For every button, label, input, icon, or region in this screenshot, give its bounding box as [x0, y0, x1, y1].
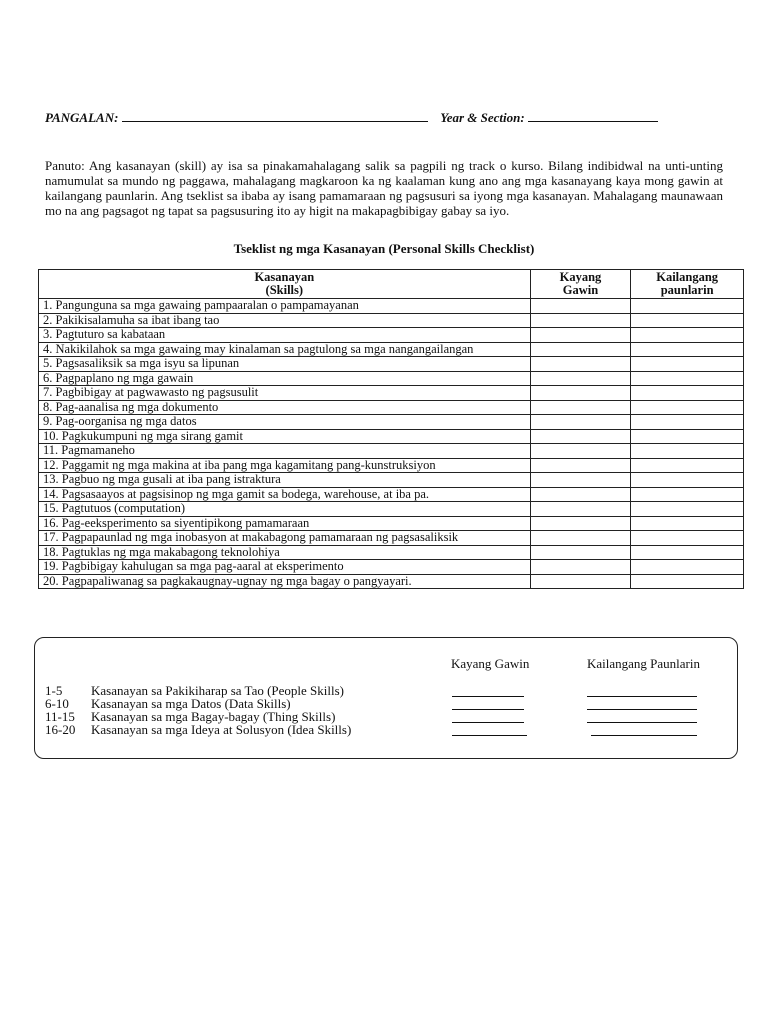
improve-score-field[interactable]: [591, 735, 697, 736]
table-row: [39, 371, 744, 386]
skill-label: 10. Pagkukumpuni ng mga sirang gamit: [39, 429, 531, 444]
skills-header-line1: Kasanayan: [254, 270, 315, 284]
can-do-check-cell[interactable]: [530, 429, 631, 444]
skill-label: 15. Pagtutuos (computation): [39, 502, 531, 517]
can-do-header-line2: Gawin: [562, 283, 599, 297]
can-do-header-line1: Kayang: [559, 270, 602, 284]
can-do-check-cell[interactable]: [530, 473, 631, 488]
table-header-row: [39, 270, 744, 299]
table-row: [39, 342, 744, 357]
skill-label: 6. Pagpaplano ng mga gawain: [39, 371, 531, 386]
table-row: [39, 328, 744, 343]
summary-range: 11-15: [45, 709, 75, 724]
improve-check-cell[interactable]: [631, 531, 744, 546]
table-row: [39, 458, 744, 473]
skill-label: 1. Pangunguna sa mga gawaing pampaaralan o pampamayanan: [39, 299, 531, 314]
skill-label: 16. Pag-eeksperimento sa siyentipikong pamamaraan: [39, 516, 531, 531]
table-row: [39, 415, 744, 430]
can-do-check-cell[interactable]: [530, 574, 631, 589]
improve-check-cell[interactable]: [631, 487, 744, 502]
skill-label: 14. Pagsasaayos at pagsisinop ng mga gamit sa bodega, warehouse, at iba pa.: [39, 487, 531, 502]
year-section-label: Year & Section:: [440, 110, 525, 125]
table-row: [39, 531, 744, 546]
skill-label: 19. Pagbibigay kahulugan sa mga pag-aaral at eksperimento: [39, 560, 531, 575]
can-do-check-cell[interactable]: [530, 502, 631, 517]
can-do-check-cell[interactable]: [530, 357, 631, 372]
skill-label: 7. Pagbibigay at pagwawasto ng pagsusulit: [39, 386, 531, 401]
can-do-check-cell[interactable]: [530, 516, 631, 531]
can-do-check-cell[interactable]: [530, 444, 631, 459]
skill-label: 17. Pagpapaunlad ng mga inobasyon at makabagong pamamaraan ng pagsasaliksik: [39, 531, 531, 546]
table-row: [39, 545, 744, 560]
improve-check-cell[interactable]: [631, 299, 744, 314]
can-do-check-cell[interactable]: [530, 386, 631, 401]
can-do-check-cell[interactable]: [530, 400, 631, 415]
can-do-check-cell[interactable]: [530, 328, 631, 343]
improve-check-cell[interactable]: [631, 313, 744, 328]
improve-check-cell[interactable]: [631, 545, 744, 560]
table-row: [39, 560, 744, 575]
name-label: PANGALAN:: [45, 110, 119, 125]
skill-label: 9. Pag-oorganisa ng mga datos: [39, 415, 531, 430]
summary-can-do-header: Kayang Gawin: [451, 656, 530, 671]
improve-check-cell[interactable]: [631, 386, 744, 401]
summary-box: [34, 637, 738, 759]
improve-check-cell[interactable]: [631, 429, 744, 444]
checklist-title: Tseklist ng mga Kasanayan (Personal Skills Checklist): [233, 241, 535, 256]
improve-check-cell[interactable]: [631, 574, 744, 589]
improve-check-cell[interactable]: [631, 415, 744, 430]
summary-label: Kasanayan sa mga Ideya at Solusyon (Idea Skills): [91, 722, 352, 737]
skill-label: 8. Pag-aanalisa ng mga dokumento: [39, 400, 531, 415]
skill-label: 20. Pagpapaliwanag sa pagkakaugnay-ugnay ng mga bagay o pangyayari.: [39, 574, 531, 589]
skill-label: 11. Pagmamaneho: [39, 444, 531, 459]
improve-check-cell[interactable]: [631, 516, 744, 531]
table-row: [39, 574, 744, 589]
summary-range: 1-5: [45, 683, 63, 698]
can-do-check-cell[interactable]: [530, 313, 631, 328]
table-row: [39, 487, 744, 502]
skills-column-header: [39, 270, 531, 299]
skill-label: 13. Pagbuo ng mga gusali at iba pang istraktura: [39, 473, 531, 488]
can-do-check-cell[interactable]: [530, 531, 631, 546]
summary-label: Kasanayan sa Pakikiharap sa Tao (People Skills): [91, 683, 345, 698]
table-row: [39, 444, 744, 459]
improve-check-cell[interactable]: [631, 342, 744, 357]
can-do-check-cell[interactable]: [530, 560, 631, 575]
improve-check-cell[interactable]: [631, 444, 744, 459]
table-row: [39, 502, 744, 517]
table-row: [39, 429, 744, 444]
instructions-paragraph: Panuto: Ang kasanayan (skill) ay isa sa pinakamahalagang salik sa pagpili ng track o kurso. Bilang indibidwal na unti-unting namumulat sa mundo ng paggawa, mahalagang magkaroon ka ng kaalaman kung ano ang mga kasanayang kaya mong gawin at kailangang paunlarin. Ang tseklist sa ibaba ay isang pamamaraan ng pagsusuri sa iyong mga kasanayan. Mahalagang maunawaan mo na ang pagsagot ng tapat sa pagsusuring ito ay higit na makapagbibigay gabay sa iyo.: [45, 158, 723, 218]
summary-label: Kasanayan sa mga Datos (Data Skills): [91, 696, 291, 711]
improve-check-cell[interactable]: [631, 502, 744, 517]
name-field[interactable]: [122, 111, 428, 122]
improve-check-cell[interactable]: [631, 473, 744, 488]
can-do-check-cell[interactable]: [530, 487, 631, 502]
summary-label: Kasanayan sa mga Bagay-bagay (Thing Skills): [91, 709, 336, 724]
can-do-check-cell[interactable]: [530, 415, 631, 430]
table-row: [39, 357, 744, 372]
improve-check-cell[interactable]: [631, 458, 744, 473]
improve-check-cell[interactable]: [631, 400, 744, 415]
skill-label: 12. Paggamit ng mga makina at iba pang mga kagamitang pang-kunstruksiyon: [39, 458, 531, 473]
improve-header-line2: paunlarin: [660, 283, 714, 297]
improve-check-cell[interactable]: [631, 371, 744, 386]
skills-checklist-table: [38, 269, 744, 589]
improve-column-header: [631, 270, 744, 299]
skills-header-line2: (Skills): [265, 283, 304, 297]
skill-label: 2. Pakikisalamuha sa ibat ibang tao: [39, 313, 531, 328]
skill-label: 18. Pagtuklas ng mga makabagong teknolohiya: [39, 545, 531, 560]
improve-header-line1: Kailangang: [656, 270, 719, 284]
table-row: [39, 400, 744, 415]
can-do-check-cell[interactable]: [530, 342, 631, 357]
summary-range: 6-10: [45, 696, 69, 711]
table-row: [39, 473, 744, 488]
improve-check-cell[interactable]: [631, 357, 744, 372]
table-row: [39, 386, 744, 401]
can-do-column-header: [530, 270, 631, 299]
summary-improve-header: Kailangang Paunlarin: [587, 656, 700, 671]
student-info-line: [45, 110, 725, 126]
improve-check-cell[interactable]: [631, 560, 744, 575]
skill-label: 3. Pagtuturo sa kabataan: [39, 328, 531, 343]
can-do-score-field[interactable]: [452, 735, 527, 736]
year-section-field[interactable]: [528, 111, 658, 122]
improve-check-cell[interactable]: [631, 328, 744, 343]
skill-label: 5. Pagsasaliksik sa mga isyu sa lipunan: [39, 357, 531, 372]
table-row: [39, 313, 744, 328]
table-row: [39, 516, 744, 531]
can-do-check-cell[interactable]: [530, 545, 631, 560]
skill-label: 4. Nakikilahok sa mga gawaing may kinalaman sa pagtulong sa mga nangangailangan: [39, 342, 531, 357]
can-do-check-cell[interactable]: [530, 299, 631, 314]
can-do-check-cell[interactable]: [530, 458, 631, 473]
summary-range: 16-20: [45, 722, 76, 737]
can-do-check-cell[interactable]: [530, 371, 631, 386]
table-row: [39, 299, 744, 314]
summary-row: [45, 723, 725, 737]
